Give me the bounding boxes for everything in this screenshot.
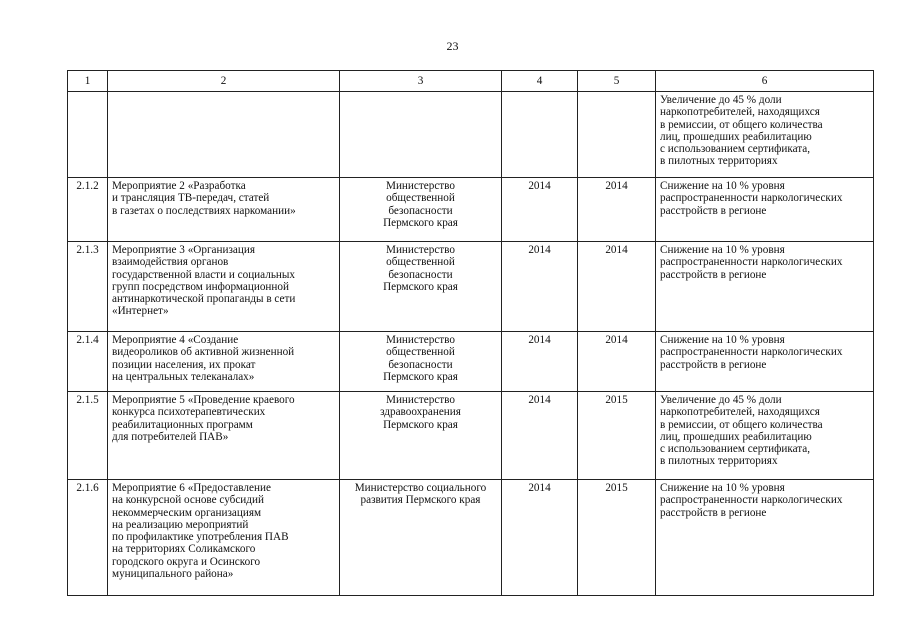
result-cell: Увеличение до 45 % доли наркопотребителей, находящихся в ремиссии, от общего количества лиц, прошедших реабилитацию с использованием сертификата, в пилотных территориях: [656, 92, 874, 178]
start-year-cell: [502, 92, 578, 178]
row-number: 2.1.5: [68, 392, 108, 480]
start-year-cell: 2014: [502, 480, 578, 596]
header-col-1: 1: [68, 71, 108, 92]
start-year-cell: 2014: [502, 332, 578, 392]
header-col-5: 5: [578, 71, 656, 92]
end-year-cell: 2014: [578, 178, 656, 242]
row-number: 2.1.4: [68, 332, 108, 392]
executor-cell: Министерство общественной безопасности Пермского края: [340, 332, 502, 392]
header-col-3: 3: [340, 71, 502, 92]
executor-cell: Министерство общественной безопасности Пермского края: [340, 178, 502, 242]
header-row: [68, 71, 874, 92]
activity-cell: Мероприятие 6 «Предоставление на конкурсной основе субсидий некоммерческим организациям на реализацию мероприятий по профилактике употребления ПАВ на территориях Соликамского городского округа и Осинского муниципального района»: [108, 480, 340, 596]
row-number: [68, 92, 108, 178]
activity-cell: Мероприятие 2 «Разработка и трансляция ТВ-передач, статей в газетах о последствиях наркомании»: [108, 178, 340, 242]
executor-cell: Министерство общественной безопасности Пермского края: [340, 242, 502, 332]
executor-cell: [340, 92, 502, 178]
activity-cell: Мероприятие 5 «Проведение краевого конкурса психотерапевтических реабилитационных программ для потребителей ПАВ»: [108, 392, 340, 480]
table-row: [68, 332, 874, 392]
header-col-6: 6: [656, 71, 874, 92]
table-row: [68, 92, 874, 178]
start-year-cell: 2014: [502, 392, 578, 480]
row-number: 2.1.3: [68, 242, 108, 332]
result-cell: Увеличение до 45 % доли наркопотребителей, находящихся в ремиссии, от общего количества лиц, прошедших реабилитацию с использованием сертификата, в пилотных территориях: [656, 392, 874, 480]
activity-cell: Мероприятие 4 «Создание видеороликов об активной жизненной позиции населения, их прокат на центральных телеканалах»: [108, 332, 340, 392]
table-row: [68, 242, 874, 332]
executor-cell: Министерство здравоохранения Пермского края: [340, 392, 502, 480]
row-number: 2.1.6: [68, 480, 108, 596]
result-cell: Снижение на 10 % уровня распространенности наркологических расстройств в регионе: [656, 480, 874, 596]
activities-table: [67, 70, 874, 596]
activity-cell: [108, 92, 340, 178]
end-year-cell: 2015: [578, 480, 656, 596]
end-year-cell: 2014: [578, 242, 656, 332]
header-col-2: 2: [108, 71, 340, 92]
end-year-cell: 2014: [578, 332, 656, 392]
header-col-4: 4: [502, 71, 578, 92]
executor-cell: Министерство социального развития Пермского края: [340, 480, 502, 596]
activity-cell: Мероприятие 3 «Организация взаимодействия органов государственной власти и социальных групп посредством информационной антинаркотической пропаганды в сети «Интернет»: [108, 242, 340, 332]
result-cell: Снижение на 10 % уровня распространенности наркологических расстройств в регионе: [656, 178, 874, 242]
page-number: 23: [446, 39, 459, 53]
start-year-cell: 2014: [502, 178, 578, 242]
result-cell: Снижение на 10 % уровня распространенности наркологических расстройств в регионе: [656, 332, 874, 392]
table-row: [68, 178, 874, 242]
end-year-cell: 2015: [578, 392, 656, 480]
end-year-cell: [578, 92, 656, 178]
table-row: [68, 480, 874, 596]
result-cell: Снижение на 10 % уровня распространенности наркологических расстройств в регионе: [656, 242, 874, 332]
row-number: 2.1.2: [68, 178, 108, 242]
table-row: [68, 392, 874, 480]
start-year-cell: 2014: [502, 242, 578, 332]
